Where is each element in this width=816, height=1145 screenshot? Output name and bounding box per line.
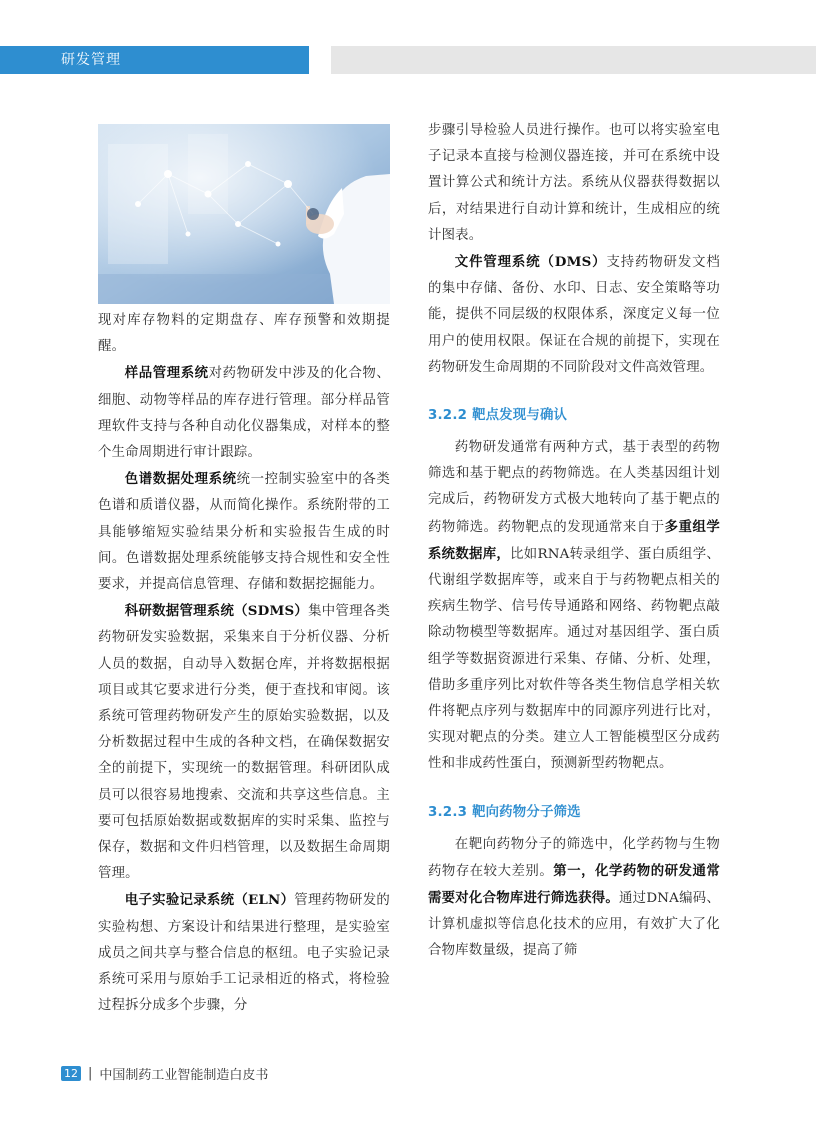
paragraph-molecule-screening: 在靶向药物分子的筛选中，化学药物与生物药物存在较大差别。第一，化学药物的研发通常需要对化合物库进行筛选获得。通过DNA编码、计算机虚拟等信息化技术的应用，有效扩大了化合物库数量级，提高了筛 bbox=[428, 836, 720, 959]
paragraph-sdms: 科研数据管理系统（SDMS）集中管理各类药物研发实验数据，采集来自于分析仪器、分析人员的数据，自动导入数据仓库，并将数据根据项目或其它要求进行分类，便于查找和审阅。该系统可管理药物研发产生的原始实验数据，以及分析数据过程中生成的各种文档，在确保数据安全的前提下，实现统一的数据管理。科研团队成员可以很容易地搜索、交流和共享这些信息。主要可包括原始数据或数据库的实时采集、监控与保存，数据和文件归档管理，以及数据生命周期管理。 bbox=[98, 603, 391, 882]
term-sample-management: 样品管理系统 bbox=[124, 365, 209, 382]
lab-digital-hand-photo bbox=[98, 124, 390, 304]
paragraph-chromatography: 色谱数据处理系统统一控制实验室中的各类色谱和质谱仪器，从而简化操作。系统附带的工具能够缩短实验结果分析和实验报告生成的时间。色谱数据处理系统能够支持合规性和安全性要求，并提高信息管理、存储和数据挖掘能力。 bbox=[98, 471, 390, 593]
paragraph-sample-management: 样品管理系统对药物研发中涉及的化合物、细胞、动物等样品的库存进行管理。部分样品管理软件支持与各种自动化仪器集成，对样本的整个生命周期进行审计跟踪。 bbox=[98, 365, 390, 461]
footer-separator: | bbox=[88, 1065, 93, 1081]
left-column bbox=[98, 308, 390, 1019]
bold-multi-omics: 多重组学系统数据库， bbox=[428, 518, 720, 562]
photo-illustration bbox=[98, 124, 390, 304]
section-heading-3-2-2: 3.2.2 靶点发现与确认 bbox=[428, 408, 568, 424]
paragraph-continuation: 现对库存物料的定期盘存、库存预警和效期提醒。 bbox=[98, 313, 390, 355]
header-bar bbox=[0, 46, 309, 74]
term-chromatography: 色谱数据处理系统 bbox=[124, 471, 237, 488]
section-header-title: 研发管理 bbox=[61, 52, 121, 68]
paragraph-continuation-right: 步骤引导检验人员进行操作。也可以将实验室电子记录本直接与检测仪器连接，并可在系统中设置计算公式和统计方法。系统从仪器获得数据以后，对结果进行自动计算和统计，生成相应的统计图表。 bbox=[428, 123, 720, 243]
term-dms: 文件管理系统（DMS） bbox=[454, 254, 607, 271]
bold-first-point: 第一，化学药物的研发通常需要对化合物库进行筛选获得。 bbox=[428, 862, 720, 907]
term-eln: 电子实验记录系统（ELN） bbox=[124, 892, 295, 909]
paragraph-eln: 电子实验记录系统（ELN）管理药物研发的实验构想、方案设计和结果进行整理，是实验室成员之间共享与整合信息的枢纽。电子实验记录系统可采用与原始手工记录相近的格式，将检验过程拆分成多个步骤，分 bbox=[98, 892, 390, 1014]
term-sdms: 科研数据管理系统（SDMS） bbox=[124, 603, 309, 620]
paragraph-dms: 文件管理系统（DMS）支持药物研发文档的集中存储、备份、水印、日志、安全策略等功能，提供不同层级的权限体系，深度定义每一位用户的使用权限。保证在合规的前提下，实现在药物研发生命周期的不同阶段对文件高效管理。 bbox=[428, 254, 720, 375]
page-number: 12 bbox=[61, 1066, 81, 1081]
footer-publication-title: 中国制药工业智能制造白皮书 bbox=[99, 1067, 269, 1083]
paragraph-target-discovery: 药物研发通常有两种方式，基于表型的药物筛选和基于靶点的药物筛选。在人类基因组计划完成后，药物研发方式极大地转向了基于靶点的药物筛选。药物靶点的发现通常来自于多重组学系统数据库，比如RNA转录组学、蛋白质组学、代谢组学数据库等，或来自于与药物靶点相关的疾病生物学、信号传导通路和网络、药物靶点敲除动物模型等数据库。通过对基因组学、蛋白质组学等数据资源进行采集、存储、分析、处理，借助多重序列比对软件等各类生物信息学相关软件将靶点序列与数据库中的同源序列进行比对，实现对靶点的分类。建立人工智能模型区分成药性和非成药性蛋白，预测新型药物靶点。 bbox=[428, 440, 721, 772]
page-footer bbox=[61, 1064, 268, 1082]
right-column bbox=[428, 118, 720, 965]
header-bar-gray bbox=[331, 46, 816, 74]
section-heading-3-2-3: 3.2.3 靶向药物分子筛选 bbox=[428, 804, 581, 820]
